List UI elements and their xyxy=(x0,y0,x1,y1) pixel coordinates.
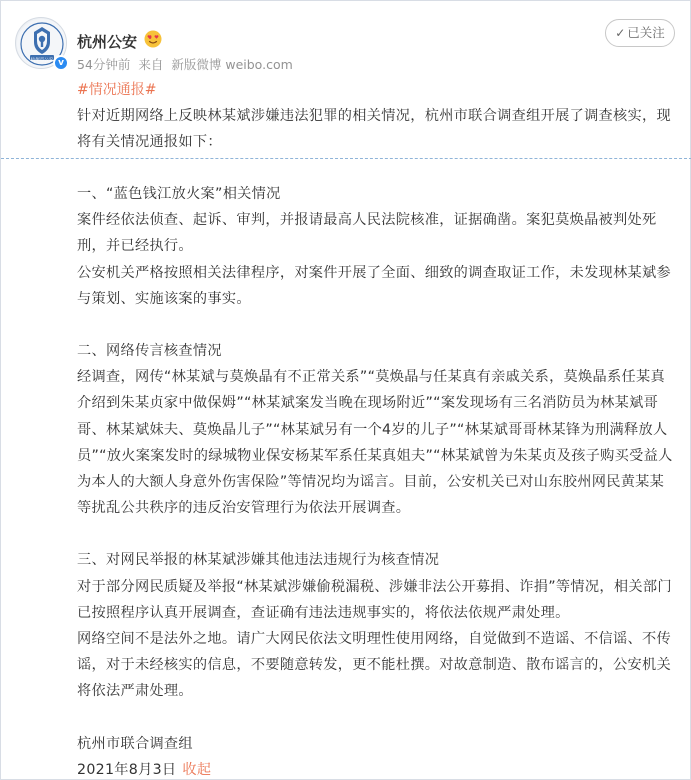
topic-hashtag[interactable]: #情况通报# xyxy=(77,82,157,98)
verified-badge-icon xyxy=(53,55,69,71)
divider xyxy=(1,158,691,159)
signature: 杭州市联合调查组 xyxy=(77,735,193,752)
section1-title: 一、“蓝色钱江放火案”相关情况 xyxy=(77,186,281,202)
spacer xyxy=(77,312,677,338)
date-line xyxy=(77,757,677,780)
post-body xyxy=(77,181,677,780)
section2-paragraph1: 经调查，网传“林某斌与莫焕晶有不正常关系”“莫焕晶与任某真有亲戚关系，莫焕晶系任某真介绍到朱某贞家中做保姆”“林某斌案发当晚在现场附近”“案发现场有三名消防员为林某斌哥哥、林某斌妹夫、莫焕晶儿子”“林某斌另有一个4岁的儿子”“林某斌哥哥林某锋为刑满释放人员”“放火案案发时的绿城物业保安杨某军系任某真姐夫”“林某斌曾为朱某贞及孩子购买受益人为本人的大额人身意外伤害保险”等情况均为谣言。目前，公安机关已对山东胶州网民黄某某等扰乱公共秩序的违反治安管理行为依法开展调查。 xyxy=(77,369,673,517)
collapse-link[interactable]: 收起 xyxy=(182,761,212,778)
source-prefix: 来自 xyxy=(138,57,164,72)
section2-title: 二、网络传言核查情况 xyxy=(77,343,222,360)
follow-label: 已关注 xyxy=(627,25,665,40)
author-name[interactable]: 杭州公安 xyxy=(77,33,138,51)
check-icon: ✓ xyxy=(615,26,626,40)
section3-paragraph1: 对于部分网民质疑及举报“林某斌涉嫌偷税漏税、涉嫌非法公开募捐、诈捐”等情况，相关部门已按照程序认真开展调查，查证确有违法违规事实的，将依法依规严肃处理。 xyxy=(77,578,672,621)
post-date: 2021年8月3日 xyxy=(77,761,177,778)
post-time[interactable]: 54分钟前 xyxy=(77,57,131,72)
post-meta xyxy=(77,55,297,73)
section1-paragraph1: 案件经依法侦查、起诉、审判，并报请最高人民法院核准，证据确凿。案犯莫焕晶被判处死刑，并已经执行。 xyxy=(77,212,657,255)
spacer xyxy=(77,521,677,547)
post-header xyxy=(15,15,675,75)
section3-title: 三、对网民举报的林某斌涉嫌其他违法违规行为核查情况 xyxy=(77,552,440,569)
verified-badge-glyph: v xyxy=(58,58,64,68)
heart-face-emoji-icon xyxy=(143,29,163,49)
post-source[interactable]: 新版微博 weibo.com xyxy=(171,57,293,72)
spacer xyxy=(77,705,677,731)
avatar-caption: 杭州市公安 xyxy=(30,58,54,63)
post-intro: 针对近期网络上反映林某斌涉嫌违法犯罪的相关情况，杭州市联合调查组开展了调查核实，现将有关情况通报如下： xyxy=(77,108,671,150)
section1-paragraph2: 公安机关严格按照相关法律程序，对案件开展了全面、细致的调查取证工作，未发现林某斌参与策划、实施该案的事实。 xyxy=(77,264,671,307)
section3-paragraph2: 网络空间不是法外之地。请广大网民依法文明理性使用网络，自觉做到不造谣、不信谣、不传谣，对于未经核实的信息，不要随意转发，更不能杜撰。对故意制造、散布谣言的，公安机关将依法严肃处理。 xyxy=(77,631,671,700)
follow-button[interactable] xyxy=(605,19,675,47)
